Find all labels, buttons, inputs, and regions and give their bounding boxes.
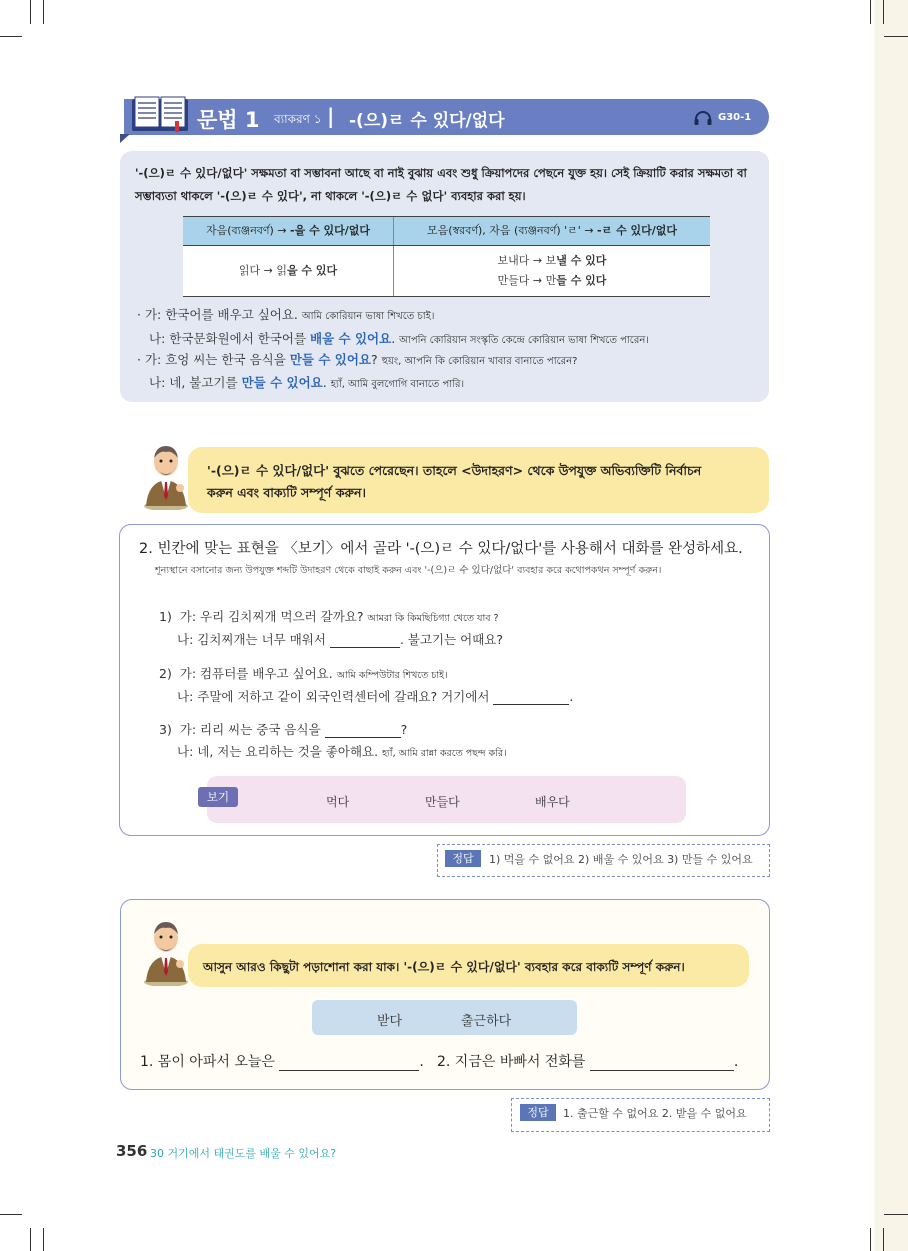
bogi-word: 배우다: [535, 795, 570, 809]
bogi-word: 먹다: [326, 795, 350, 809]
crop-mark: [0, 36, 22, 37]
word-choice-box: [312, 1000, 577, 1035]
example-line: 나: 네, 불고기를 만들 수 있어요. হ্যাঁ, আমি বুলগোগি বানাতে পারি।: [149, 375, 465, 390]
bogi-word: 만들다: [425, 795, 460, 809]
instruction-line-2: করুন এবং বাক্যটি সম্পূর্ণ করুন।: [207, 485, 366, 500]
page-edge-strip: [874, 0, 908, 1251]
example-line: 나: 한국문화원에서 한국어를 배울 수 있어요. আপনি কোরিয়ান সংস্কৃতি কেন্দ্রে কোরিয়ান ভাষা শিখতে পারেন।: [149, 331, 649, 346]
fill-sentence-1: 1. 몸이 아파서 오늘은 .: [140, 1054, 424, 1070]
headphones-icon[interactable]: [694, 110, 712, 126]
example-line: · 가: 흐엉 씨는 한국 음식을 만들 수 있어요? হুয়ং, আপনি কি কোরিয়ান খাবার বানাতে পারেন?: [137, 352, 578, 367]
crop-mark: [30, 0, 31, 24]
word-choice: 출근하다: [461, 1014, 512, 1029]
example-line: · 가: 한국어를 배우고 싶어요. আমি কোরিয়ান ভাষা শিখতে চাই।: [137, 307, 435, 322]
crop-mark: [884, 1214, 908, 1215]
open-book-icon: [130, 95, 190, 133]
crop-mark: [870, 0, 871, 24]
grammar-subtitle: ব্যাকরণ ১: [274, 112, 322, 126]
answer-blank[interactable]: [279, 1055, 419, 1071]
dialogue-line: 2) 가: 컴퓨터를 배우고 싶어요. আমি কম্পিউটার শিখতে চাই।: [159, 666, 448, 681]
crop-mark: [884, 36, 908, 37]
conjugation-table: [183, 216, 710, 297]
crop-mark: [30, 1228, 31, 1251]
instruction-line: আসুন আরও কিছুটা পড়াশোনা করা যাক। '-(으)ㄹ 수 있다/없다' ব্যবহার করে বাক্যটি সম্পূর্ণ করুন।: [203, 960, 685, 974]
word-choice: 받다: [377, 1014, 403, 1029]
grammar-pattern: -(으)ㄹ 수 있다/없다: [349, 111, 505, 131]
crop-mark: [0, 1214, 22, 1215]
answer-label: 정답: [445, 850, 481, 867]
page-number: 356: [116, 1142, 148, 1160]
dialogue-line: 1) 가: 우리 김치찌개 먹으러 갈까요? আমরা কি কিমছিচিগ্যা খেতে যাব ?: [159, 609, 499, 624]
dialogue-line: 나: 네, 저는 요리하는 것을 좋아해요. হ্যাঁ, আমি রান্না করতে পছন্দ করি।: [177, 744, 507, 759]
answer-blank[interactable]: [330, 633, 400, 648]
crop-mark: [43, 1228, 44, 1251]
chapter-title: 30 거기에서 태권도를 배울 수 있어요?: [150, 1147, 337, 1160]
dialogue-line: 나: 주말에 저하고 같이 외국인력센터에 갈래요? 거기에서 .: [177, 689, 574, 704]
teacher-character-icon: [142, 916, 190, 986]
instruction-line-1: '-(으)ㄹ 수 있다/없다' বুঝতে পেরেছেন। তাহলে <উদাহরণ> থেকে উপযুক্ত অভিব্যক্তিটি নির্বাচন: [207, 463, 702, 478]
exercise-2-instruction: শূন্যস্থানে বসানোর জন্য উপযুক্ত শব্দটি উদাহরণ থেকে বাছাই করুন এবং '-(으)ㄹ 수 있다/없다' ব্যবহার করে কথোপকথন সম্পূর্ণ করুন।: [155, 565, 662, 576]
answer-blank[interactable]: [325, 723, 401, 738]
grammar-title: 문법 1: [197, 108, 260, 132]
explanation-text: '-(으)ㄹ 수 있다/없다' সক্ষমতা বা সম্ভাবনা আছে বা নাই বুঝায় এবং শুধু ক্রিয়াপদের পেছনে যুক্ত হয়। সেই ক্রিয়াটি করার সক্ষমতা বা সম্ভাব্যতা থাকলে '-(으)ㄹ 수 있다', না থাকলে '-(으)ㄹ 수 없다' ব্যবহার করা হয়।: [135, 166, 747, 203]
answer-blank[interactable]: [590, 1055, 734, 1071]
answer-text: 1) 먹을 수 없어요 2) 배울 수 있어요 3) 만들 수 있어요: [489, 853, 753, 866]
crop-mark: [870, 1228, 871, 1251]
table-header-vowel: 모음(স্বরবর্ণ), 자음 (ব্যঞ্জনবর্ণ) 'ㄹ' → -ㄹ 수 있다/없다: [394, 217, 711, 246]
bogi-label: 보기: [198, 787, 238, 807]
answer-text: 1. 출근할 수 없어요 2. 받을 수 없어요: [563, 1107, 747, 1120]
header-separator: |: [327, 104, 335, 128]
answer-blank[interactable]: [493, 690, 569, 705]
crop-mark: [883, 1228, 884, 1251]
answer-label: 정답: [520, 1104, 556, 1121]
dialogue-line: 나: 김치찌개는 너무 매워서 . 불고기는 어때요?: [177, 632, 504, 647]
fill-sentence-2: 2. 지금은 바빠서 전화를 .: [437, 1054, 739, 1070]
exercise-2-title: 2. 빈칸에 맞는 표현을 〈보기〉에서 골라 '-(으)ㄹ 수 있다/없다'를 사용해서 대화를 완성하세요.: [139, 541, 743, 557]
table-cell-vowel: 보내다 → 보낼 수 있다 만들다 → 만들 수 있다: [394, 246, 711, 297]
table-header-consonant: 자음(ব্যঞ্জনবর্ণ) → -을 수 있다/없다: [183, 217, 394, 246]
crop-mark: [43, 0, 44, 24]
audio-track-code[interactable]: G30-1: [718, 112, 752, 123]
dialogue-line: 3) 가: 리리 씨는 중국 음식을 ?: [159, 722, 408, 737]
table-cell-consonant: 읽다 → 읽을 수 있다: [183, 246, 394, 297]
crop-mark: [883, 0, 884, 24]
header-tail: [120, 134, 130, 143]
teacher-character-icon: [142, 440, 190, 510]
